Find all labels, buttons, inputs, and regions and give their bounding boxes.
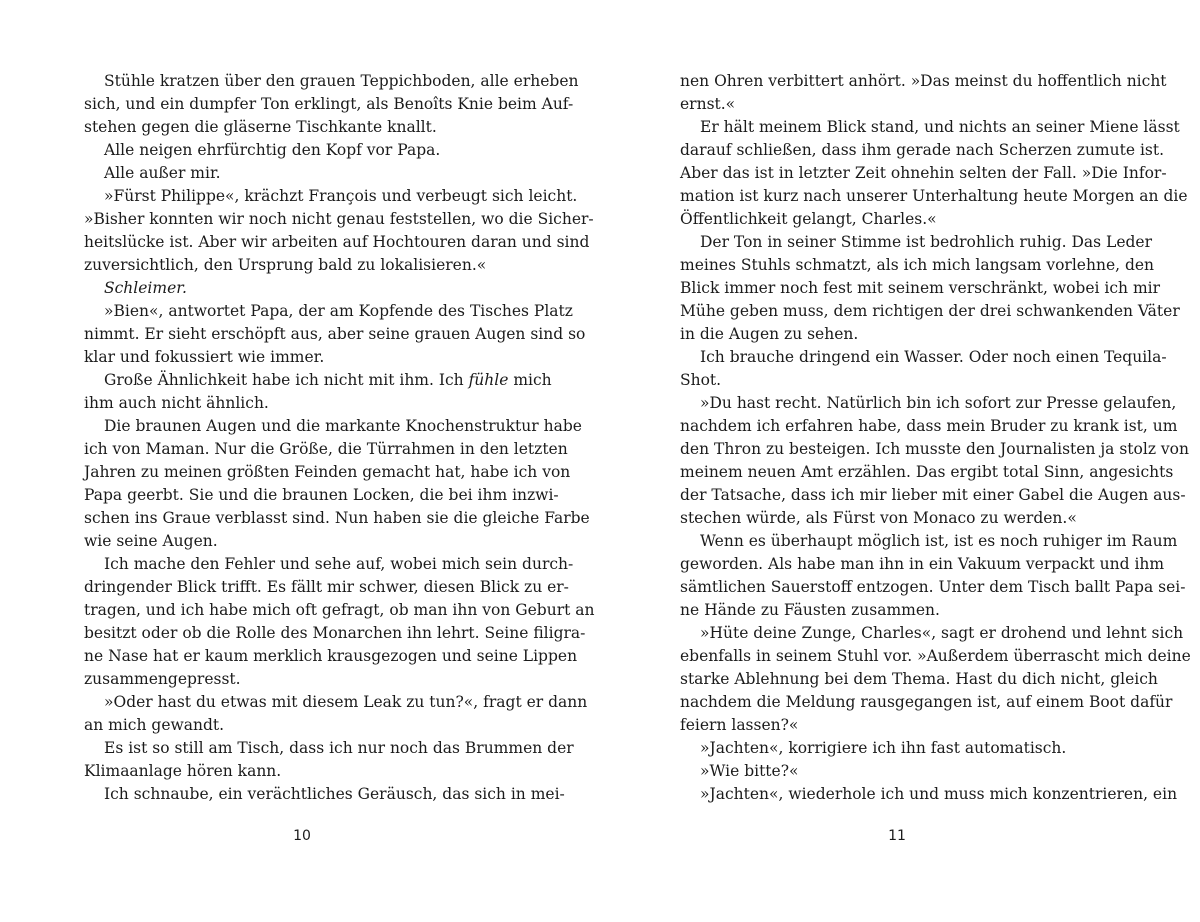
text-line	[680, 622, 1184, 645]
page-number-left: 10	[293, 828, 311, 844]
text-line	[84, 139, 520, 162]
text-line	[84, 277, 520, 300]
line-text: heitslücke ist. Aber wir arbeiten auf Hochtouren daran und sind	[84, 233, 590, 251]
text-line	[680, 461, 1174, 484]
line-text: nachdem ich erfahren habe, dass mein Bruder zu krank ist, um	[680, 417, 1178, 435]
text-line	[84, 438, 568, 461]
line-text: wie seine Augen.	[84, 532, 218, 550]
text-line	[84, 714, 520, 737]
line-text: geworden. Als habe man ihn in ein Vakuum verpackt und ihm	[680, 555, 1165, 573]
text-line	[680, 300, 1180, 323]
text-line	[84, 760, 520, 783]
line-text: nimmt. Er sieht erschöpft aus, aber seine grauen Augen sind so	[84, 325, 586, 343]
line-text: zuversichtlich, den Ursprung bald zu lokalisieren.«	[84, 256, 487, 274]
text-line	[680, 783, 1178, 806]
text-line	[680, 162, 1167, 185]
line-text: stechen würde, als Fürst von Monaco zu werden.«	[680, 509, 1077, 527]
text-line	[84, 668, 520, 691]
line-text: »Oder hast du etwas mit diesem Leak zu tun?«, fragt er dann	[104, 693, 588, 711]
line-text: klar und fokussiert wie immer.	[84, 348, 325, 366]
line-text: Die braunen Augen und die markante Knochenstruktur habe	[104, 417, 582, 435]
line-text: den Thron zu besteigen. Ich musste den Journalisten ja stolz von	[680, 440, 1189, 458]
line-text: Aber das ist in letzter Zeit ohnehin selten der Fall. »Die Infor-	[680, 164, 1167, 182]
line-text: sämtlichen Sauerstoff entzogen. Unter dem Tisch ballt Papa sei-	[680, 578, 1186, 596]
text-line	[680, 668, 1158, 691]
text-line	[84, 622, 586, 645]
text-line	[680, 737, 1116, 760]
text-line	[680, 714, 1116, 737]
text-line	[84, 484, 559, 507]
text-line	[84, 369, 552, 392]
line-text: Öffentlichkeit gelangt, Charles.«	[680, 210, 937, 228]
line-text: ihm auch nicht ähnlich.	[84, 394, 269, 412]
text-line	[680, 116, 1180, 139]
line-text: Klimaanlage hören kann.	[84, 762, 282, 780]
text-line	[680, 599, 1116, 622]
line-text: »Jachten«, wiederhole ich und muss mich konzentrieren, ein	[700, 785, 1178, 803]
line-text: Shot.	[680, 371, 722, 389]
line-text: Ich brauche dringend ein Wasser. Oder noch einen Tequila-	[700, 348, 1167, 366]
line-text: meinem neuen Amt erzählen. Das ergibt total Sinn, angesichts	[680, 463, 1174, 481]
line-text: mation ist kurz nach unserer Unterhaltung heute Morgen an die	[680, 187, 1188, 205]
text-line	[84, 185, 578, 208]
line-text: ebenfalls in seinem Stuhl vor. »Außerdem überrascht mich deine	[680, 647, 1191, 665]
text-line	[680, 208, 1116, 231]
text-line	[680, 346, 1167, 369]
line-text: »Bien«, antwortet Papa, der am Kopfende des Tisches Platz	[104, 302, 573, 320]
line-text: »Wie bitte?«	[700, 762, 799, 780]
text-line	[84, 70, 579, 93]
line-text: Blick immer noch fest mit seinem verschränkt, wobei ich mir	[680, 279, 1161, 297]
text-line	[680, 323, 1116, 346]
line-text: Es ist so still am Tisch, dass ich nur noch das Brummen der	[104, 739, 574, 757]
line-text: Papa geerbt. Sie und die braunen Locken, die bei ihm inzwi-	[84, 486, 559, 504]
text-line	[84, 231, 590, 254]
text-line	[84, 783, 565, 806]
line-text: schen ins Graue verblasst sind. Nun haben sie die gleiche Farbe	[84, 509, 590, 527]
text-line	[680, 369, 1116, 392]
line-text: feiern lassen?«	[680, 716, 799, 734]
text-line	[680, 553, 1165, 576]
text-line	[680, 70, 1167, 93]
text-line	[84, 691, 588, 714]
text-line	[680, 231, 1152, 254]
line-text: Stühle kratzen über den grauen Teppichboden, alle erheben	[104, 72, 579, 90]
text-line	[84, 300, 573, 323]
text-line	[84, 530, 520, 553]
line-text: Ich mache den Fehler und sehe auf, wobei mich sein durch-	[104, 555, 574, 573]
text-line	[84, 323, 586, 346]
text-line	[680, 254, 1155, 277]
line-text: sich, und ein dumpfer Ton erklingt, als Benoîts Knie beim Auf-	[84, 95, 574, 113]
line-text: ernst.«	[680, 95, 736, 113]
line-text: tragen, und ich habe mich oft gefragt, ob man ihn von Geburt an	[84, 601, 595, 619]
line-text: Der Ton in seiner Stimme ist bedrohlich ruhig. Das Leder	[700, 233, 1152, 251]
line-text-after: mich	[508, 371, 552, 389]
text-line	[680, 415, 1178, 438]
line-text: Wenn es überhaupt möglich ist, ist es noch ruhiger im Raum	[700, 532, 1178, 550]
line-text: ne Hände zu Fäusten zusammen.	[680, 601, 940, 619]
line-text: »Du hast recht. Natürlich bin ich sofort zur Presse gelaufen,	[700, 394, 1177, 412]
text-line	[84, 208, 594, 231]
text-line	[680, 392, 1177, 415]
line-text: darauf schließen, dass ihm gerade nach Scherzen zumute ist.	[680, 141, 1165, 159]
line-text: stehen gegen die gläserne Tischkante knallt.	[84, 118, 437, 136]
line-text: zusammengepresst.	[84, 670, 241, 688]
text-line	[84, 461, 571, 484]
line-text: an mich gewandt.	[84, 716, 225, 734]
line-text: Große Ähnlichkeit habe ich nicht mit ihm. Ich	[104, 371, 469, 389]
line-text: nachdem die Meldung rausgegangen ist, auf einem Boot dafür	[680, 693, 1173, 711]
text-line	[84, 415, 582, 438]
line-emphasis: fühle	[468, 371, 509, 389]
line-text: in die Augen zu sehen.	[680, 325, 859, 343]
text-line	[680, 185, 1188, 208]
line-text: ich von Maman. Nur die Größe, die Türrahmen in den letzten	[84, 440, 568, 458]
text-line	[84, 254, 520, 277]
text-line	[680, 484, 1186, 507]
line-text: Mühe geben muss, dem richtigen der drei schwankenden Väter	[680, 302, 1180, 320]
text-line	[680, 507, 1116, 530]
text-line	[680, 576, 1186, 599]
text-line	[84, 737, 574, 760]
line-text: meines Stuhls schmatzt, als ich mich langsam vorlehne, den	[680, 256, 1155, 274]
text-line	[84, 645, 578, 668]
text-line	[84, 392, 520, 415]
text-line	[84, 576, 569, 599]
line-text: besitzt oder ob die Rolle des Monarchen ihn lehrt. Seine filigra-	[84, 624, 586, 642]
text-line	[84, 162, 520, 185]
text-line	[680, 139, 1165, 162]
line-text: nen Ohren verbittert anhört. »Das meinst du hoffentlich nicht	[680, 72, 1167, 90]
line-text: ne Nase hat er kaum merklich krausgezogen und seine Lippen	[84, 647, 578, 665]
line-text: Alle außer mir.	[104, 164, 221, 182]
page-number-right: 11	[888, 828, 906, 844]
text-line	[680, 93, 1116, 116]
text-line	[84, 93, 574, 116]
text-line	[84, 599, 595, 622]
line-text: Er hält meinem Blick stand, und nichts an seiner Miene lässt	[700, 118, 1180, 136]
line-text: der Tatsache, dass ich mir lieber mit einer Gabel die Augen aus-	[680, 486, 1186, 504]
line-text: Jahren zu meinen größten Feinden gemacht hat, habe ich von	[84, 463, 571, 481]
text-line	[680, 645, 1191, 668]
line-text: Ich schnaube, ein verächtliches Geräusch, das sich in mei-	[104, 785, 565, 803]
text-line	[84, 116, 520, 139]
text-line	[680, 530, 1178, 553]
line-text: starke Ablehnung bei dem Thema. Hast du dich nicht, gleich	[680, 670, 1158, 688]
line-text: Alle neigen ehrfürchtig den Kopf vor Papa.	[104, 141, 441, 159]
line-text: »Bisher konnten wir noch nicht genau feststellen, wo die Sicher-	[84, 210, 594, 228]
text-line	[680, 438, 1189, 461]
text-line	[84, 346, 520, 369]
line-text: »Hüte deine Zunge, Charles«, sagt er drohend und lehnt sich	[700, 624, 1184, 642]
line-text: »Jachten«, korrigiere ich ihn fast automatisch.	[700, 739, 1067, 757]
line-emphasis: Schleimer.	[104, 279, 187, 297]
line-text: dringender Blick trifft. Es fällt mir schwer, diesen Blick zu er-	[84, 578, 569, 596]
text-line	[680, 760, 1116, 783]
text-line	[680, 691, 1173, 714]
text-line	[680, 277, 1161, 300]
line-text: »Fürst Philippe«, krächzt François und verbeugt sich leicht.	[104, 187, 578, 205]
text-line	[84, 553, 574, 576]
text-line	[84, 507, 590, 530]
